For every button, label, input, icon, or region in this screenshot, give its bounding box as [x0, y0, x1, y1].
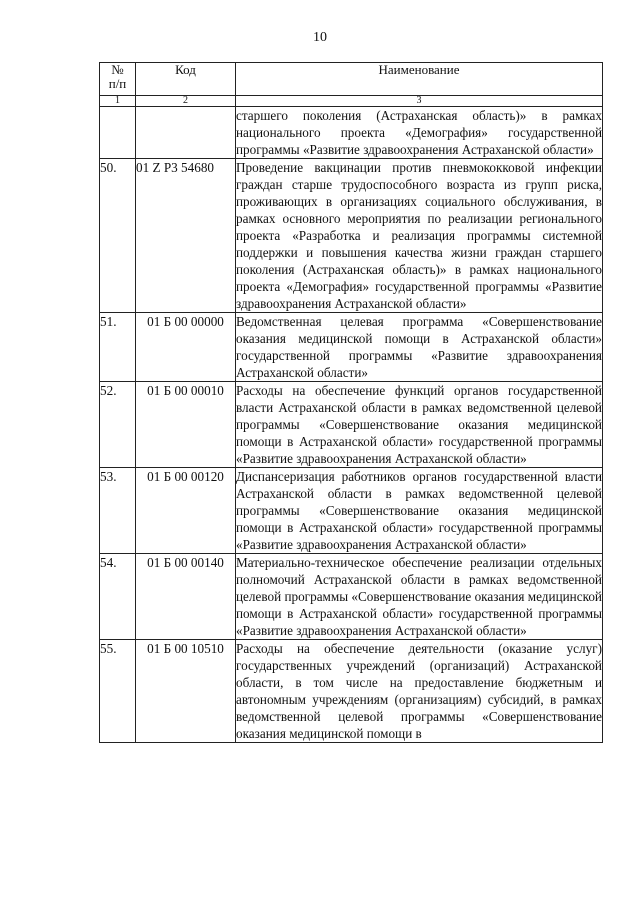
table-row-continuation [100, 107, 603, 159]
header-name: Наименование [236, 63, 603, 96]
header-num-label: № п/п [108, 62, 127, 91]
row-number: 50. [100, 159, 136, 313]
row-code: 01 Б 00 00140 [136, 554, 236, 640]
row-number: 55. [100, 640, 136, 743]
row-name: Ведомственная целевая программа «Совершенствование оказания медицинской помощи в Астраханской области» государственной программы «Развитие здравоохранения Астраханской области» [236, 314, 602, 380]
row-code: 01 Б 00 00120 [136, 468, 236, 554]
table-row [100, 554, 603, 640]
table-row [100, 159, 603, 313]
row-name: Материально-техническое обеспечение реализации отдельных полномочий Астраханской области в рамках ведомственной целевой программы «Совершенствование оказания медицинской помощи в Астраханской области» государственной программы «Развитие здравоохранения Астраханской области» [236, 555, 602, 638]
budget-classification-table [99, 62, 603, 743]
row-number: 52. [100, 382, 136, 468]
row-name: Проведение вакцинации против пневмококковой инфекции граждан старше трудоспособного возраста из групп риска, проживающих в организациях социального обслуживания, в рамках основного мероприятия по реализации регионального проекта «Разработка и реализация программы системной поддержки и повышения качества жизни граждан старшего поколения (Астраханская область)» в рамках национального проекта «Демография» государственной программы «Развитие здравоохранения Астраханской области» [236, 160, 602, 311]
row-code: 01 Б 00 10510 [136, 640, 236, 743]
column-number-1: 1 [100, 96, 136, 107]
page-number: 10 [313, 30, 327, 45]
row-code: 01 Б 00 00000 [136, 313, 236, 382]
table-row [100, 640, 603, 743]
column-number-row [100, 96, 603, 107]
row-name: Диспансеризация работников органов государственной власти Астраханской области в рамках ведомственной целевой программы «Совершенствование оказания медицинской помощи в Астраханской области» государственной программы «Развитие здравоохранения Астраханской области» [236, 469, 602, 552]
table-row [100, 468, 603, 554]
column-number-2: 2 [136, 96, 236, 107]
table-header-row [100, 63, 603, 96]
row-name: Расходы на обеспечение функций органов государственной власти Астраханской области в рамках ведомственной целевой программы «Совершенствование оказания медицинской помощи в Астраханской области» государственной программы «Развитие здравоохранения Астраханской области» [236, 383, 602, 466]
header-code: Код [136, 63, 236, 96]
table-row [100, 313, 603, 382]
row-code: 01 Z P3 54680 [136, 159, 236, 313]
row-name: старшего поколения (Астраханская область)» в рамках национального проекта «Демография» государственной программы «Развитие здравоохранения Астраханской области» [236, 108, 602, 157]
row-number: 54. [100, 554, 136, 640]
column-number-3: 3 [236, 96, 603, 107]
row-number: 51. [100, 313, 136, 382]
row-name: Расходы на обеспечение деятельности (оказание услуг) государственных учреждений (организаций) Астраханской области, в том числе на предоставление бюджетным и автономным учреждениям (организациям) субсидий, в рамках ведомственной целевой программы «Совершенствование оказания медицинской помощи в [236, 641, 602, 741]
table-row [100, 382, 603, 468]
row-number: 53. [100, 468, 136, 554]
row-number [100, 107, 136, 159]
row-code [136, 107, 236, 159]
row-code: 01 Б 00 00010 [136, 382, 236, 468]
header-num [100, 63, 136, 96]
